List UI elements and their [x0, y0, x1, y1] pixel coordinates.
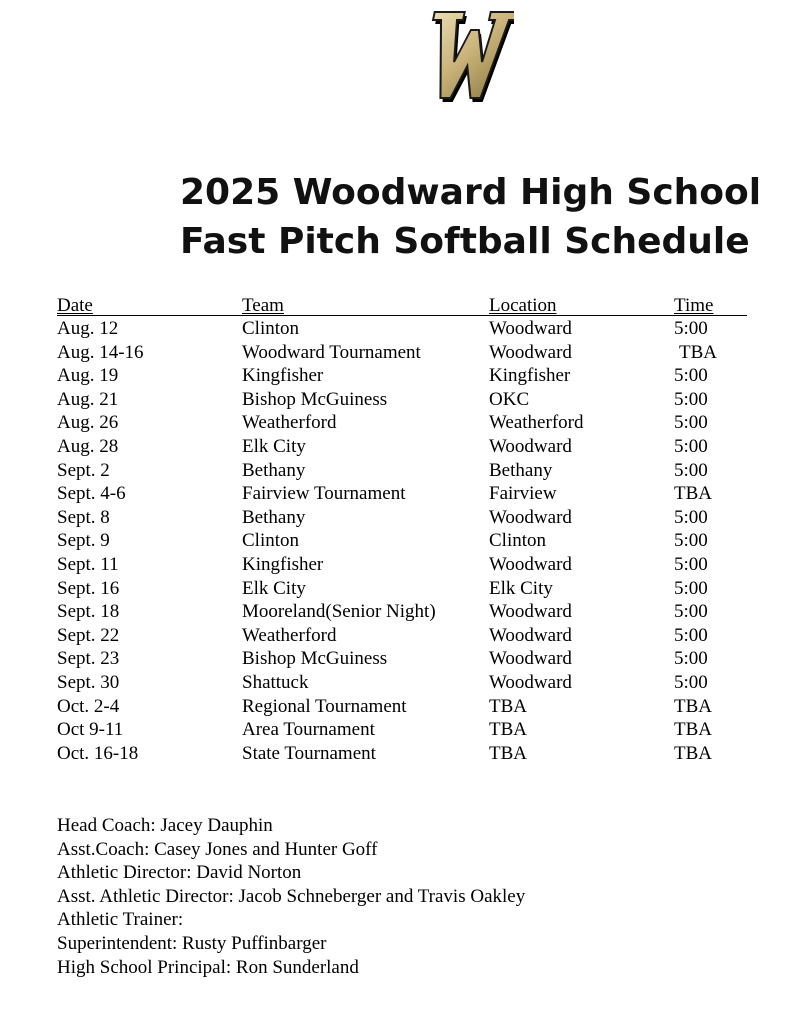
staff-list: [57, 814, 757, 979]
cell-location: Woodward: [489, 671, 572, 693]
cell-date: Sept. 2: [57, 459, 110, 481]
w-logo-icon: [404, 2, 514, 104]
cell-time: 5:00: [674, 365, 708, 387]
cell-time: 5:00: [674, 318, 708, 339]
table-row: [57, 553, 747, 577]
principal: High School Principal: Ron Sunderland: [57, 956, 359, 978]
cell-time: 5:00: [674, 412, 708, 434]
cell-team: Kingfisher: [242, 553, 324, 575]
cell-location: Woodward: [489, 318, 572, 339]
cell-team: Mooreland(Senior Night): [242, 601, 436, 623]
cell-location: Kingfisher: [489, 365, 571, 387]
asst-coach: Asst.Coach: Casey Jones and Hunter Goff: [57, 838, 378, 860]
cell-date: Oct. 2-4: [57, 695, 120, 717]
header-location: Location: [489, 295, 557, 316]
cell-team: Elk City: [242, 577, 306, 599]
cell-team: Shattuck: [242, 671, 309, 693]
page-title: [180, 168, 780, 266]
athletic-director: Athletic Director: David Norton: [57, 862, 302, 884]
table-row: [57, 411, 747, 435]
cell-location: Clinton: [489, 530, 547, 552]
table-row: [57, 459, 747, 483]
table-row: [57, 482, 747, 506]
cell-location: Woodward: [489, 648, 572, 670]
cell-time: 5:00: [674, 577, 708, 599]
cell-date: Sept. 18: [57, 601, 120, 623]
cell-team: Elk City: [242, 435, 306, 457]
cell-location: Bethany: [489, 459, 553, 481]
cell-time: 5:00: [674, 624, 708, 646]
table-row: [57, 435, 747, 459]
table-row: [57, 647, 747, 671]
cell-date: Sept. 23: [57, 648, 120, 670]
cell-date: Aug. 28: [57, 435, 119, 457]
cell-team: Weatherford: [242, 624, 337, 646]
table-row: [57, 364, 747, 388]
table-row: [57, 341, 747, 365]
table-row: [57, 671, 747, 695]
cell-team: Clinton: [242, 318, 300, 339]
cell-time: TBA: [674, 483, 712, 505]
cell-date: Sept. 16: [57, 577, 120, 599]
table-row: [57, 624, 747, 648]
cell-date: Sept. 4-6: [57, 483, 126, 505]
cell-time: 5:00: [674, 671, 708, 693]
table-row: [57, 695, 747, 719]
cell-time: TBA: [674, 695, 712, 717]
cell-date: Sept. 30: [57, 671, 120, 693]
cell-location: TBA: [489, 719, 527, 741]
cell-team: Weatherford: [242, 412, 337, 434]
athletic-trainer: Athletic Trainer:: [57, 909, 184, 931]
cell-location: Woodward: [489, 553, 572, 575]
cell-time: 5:00: [674, 388, 708, 410]
head-coach: Head Coach: Jacey Dauphin: [57, 815, 273, 836]
header-team: Team: [242, 295, 284, 316]
table-row: [57, 529, 747, 553]
cell-location: Woodward: [489, 506, 572, 528]
cell-location: Woodward: [489, 435, 572, 457]
cell-date: Oct 9-11: [57, 719, 124, 741]
cell-team: Bethany: [242, 506, 306, 528]
cell-time: 5:00: [674, 601, 708, 623]
cell-location: Woodward: [489, 601, 572, 623]
cell-location: TBA: [489, 742, 527, 764]
table-header: [57, 294, 747, 316]
cell-location: Weatherford: [489, 412, 584, 434]
cell-time: TBA: [674, 742, 712, 764]
cell-team: Clinton: [242, 530, 300, 552]
cell-team: State Tournament: [242, 742, 376, 764]
cell-team: Woodward Tournament: [242, 341, 421, 363]
header-date: Date: [57, 295, 93, 316]
cell-date: Sept. 9: [57, 530, 110, 552]
cell-time: 5:00: [674, 553, 708, 575]
cell-location: Fairview: [489, 483, 557, 505]
school-logo: [404, 2, 514, 104]
asst-athletic-director: Asst. Athletic Director: Jacob Schneberger and Travis Oakley: [57, 885, 526, 907]
cell-location: Woodward: [489, 624, 572, 646]
cell-team: Bethany: [242, 459, 306, 481]
cell-date: Oct. 16-18: [57, 742, 139, 764]
table-row: [57, 506, 747, 530]
cell-date: Aug. 12: [57, 318, 119, 339]
table-row: [57, 388, 747, 412]
cell-time: TBA: [679, 341, 717, 363]
title-line-1: 2025 Woodward High School: [180, 172, 762, 213]
cell-date: Sept. 8: [57, 506, 110, 528]
cell-location: OKC: [489, 388, 530, 410]
cell-date: Sept. 11: [57, 553, 119, 575]
cell-date: Aug. 21: [57, 388, 119, 410]
table-row: [57, 577, 747, 601]
cell-time: 5:00: [674, 530, 708, 552]
table-row: [57, 742, 747, 766]
cell-location: Woodward: [489, 341, 572, 363]
cell-date: Sept. 22: [57, 624, 120, 646]
cell-location: TBA: [489, 695, 527, 717]
title-line-2: Fast Pitch Softball Schedule: [180, 221, 750, 262]
table-row: [57, 317, 747, 341]
cell-time: 5:00: [674, 506, 708, 528]
cell-team: Bishop McGuiness: [242, 648, 388, 670]
superintendent: Superintendent: Rusty Puffinbarger: [57, 932, 327, 954]
cell-team: Regional Tournament: [242, 695, 407, 717]
cell-date: Aug. 26: [57, 412, 119, 434]
cell-date: Aug. 19: [57, 365, 119, 387]
cell-team: Area Tournament: [242, 719, 375, 741]
table-row: [57, 600, 747, 624]
header-time: Time: [674, 295, 714, 316]
cell-time: TBA: [674, 719, 712, 741]
schedule-table: [57, 294, 747, 765]
table-row: [57, 718, 747, 742]
cell-team: Kingfisher: [242, 365, 324, 387]
cell-location: Elk City: [489, 577, 553, 599]
cell-date: Aug. 14-16: [57, 341, 144, 363]
cell-team: Fairview Tournament: [242, 483, 406, 505]
cell-team: Bishop McGuiness: [242, 388, 388, 410]
cell-time: 5:00: [674, 648, 708, 670]
cell-time: 5:00: [674, 459, 708, 481]
cell-time: 5:00: [674, 435, 708, 457]
